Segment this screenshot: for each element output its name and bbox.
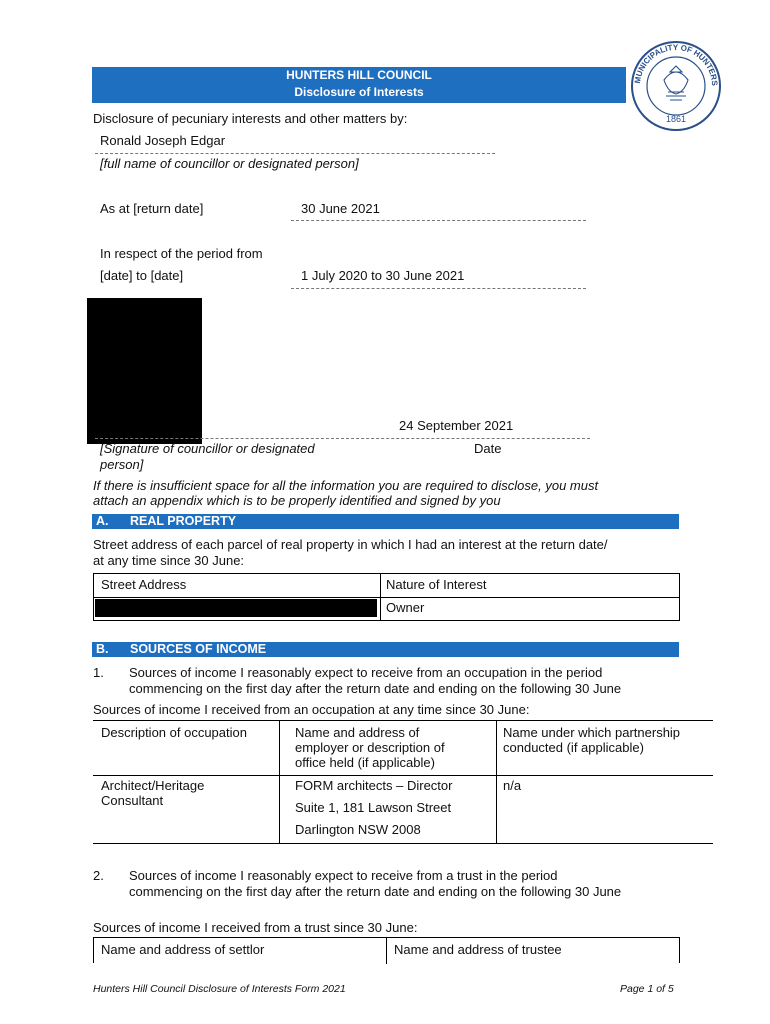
trust-intro: Sources of income I received from a trust since 30 June: (93, 920, 418, 935)
section-b-number: B. (96, 642, 109, 656)
section-a-desc-1: Street address of each parcel of real property in which I had an interest at the return date/ (93, 537, 608, 552)
occupation-value-1: Architect/Heritage (101, 778, 205, 793)
col-settlor: Name and address of settlor (101, 942, 265, 957)
person-name: Ronald Joseph Edgar (100, 133, 226, 148)
col-employer-2: employer or description of (295, 740, 445, 755)
form-title: Disclosure of Interests (294, 85, 424, 99)
section-b-title: SOURCES OF INCOME (130, 642, 267, 656)
signature-line (95, 438, 590, 439)
svg-text:MUNICIPALITY OF HUNTERS HILL (630, 40, 719, 87)
intro-text: Disclosure of pecuniary interests and other matters by: (93, 111, 408, 126)
employer-value-1: FORM architects – Director (295, 778, 453, 793)
col-description-of-occupation: Description of occupation (101, 725, 247, 740)
employer-value-2: Suite 1, 181 Lawson Street (295, 800, 452, 815)
signature-caption-1: [Signature of councillor or designated (100, 441, 315, 456)
signature-caption-2: person] (100, 457, 144, 472)
seal-ring-text: MUNICIPALITY OF HUNTERS (633, 42, 720, 87)
name-dotted-line (95, 153, 495, 154)
col-street-address: Street Address (101, 577, 187, 592)
col-employer-3: office held (if applicable) (295, 755, 435, 770)
redacted-signature (87, 298, 202, 444)
partnership-value: n/a (503, 778, 522, 793)
occupation-intro: Sources of income I received from an occupation at any time since 30 June: (93, 702, 530, 717)
col-partnership-1: Name under which partnership (503, 725, 681, 740)
council-name: HUNTERS HILL COUNCIL (286, 68, 432, 82)
employer-value-3: Darlington NSW 2008 (295, 822, 421, 837)
seal-year: 1861 (665, 114, 687, 124)
name-caption: [full name of councillor or designated person] (100, 156, 359, 171)
council-seal (630, 40, 722, 132)
period-value: 1 July 2020 to 30 June 2021 (301, 268, 465, 283)
trust-table (93, 937, 680, 963)
item-2-line-1: Sources of income I reasonably expect to receive from a trust in the period (129, 868, 558, 883)
occupation-value-2: Consultant (101, 793, 164, 808)
date-caption: Date (474, 441, 502, 456)
real-property-table (93, 573, 680, 621)
item-1-line-2: commencing on the first day after the return date and ending on the following 30 June (129, 681, 622, 696)
return-date-label: As at [return date] (100, 201, 204, 216)
item-1-line-1: Sources of income I reasonably expect to receive from an occupation in the period (129, 665, 603, 680)
period-label-1: In respect of the period from (100, 246, 263, 261)
return-date-value: 30 June 2021 (301, 201, 380, 216)
period-label-2: [date] to [date] (100, 268, 184, 283)
nature-value: Owner (386, 600, 425, 615)
occupation-table (93, 720, 713, 844)
section-a-desc-2: at any time since 30 June: (93, 553, 245, 568)
signature-date: 24 September 2021 (399, 418, 514, 433)
council-seal-graphic (630, 40, 722, 132)
occ-table-bottom (93, 843, 713, 844)
form-header (92, 67, 626, 103)
return-date-line (291, 220, 586, 221)
occ-col-divider-1 (279, 720, 280, 844)
item-2-number: 2. (93, 868, 104, 883)
col-trustee: Name and address of trustee (394, 942, 562, 957)
trust-table-divider (386, 938, 387, 964)
redacted-address (95, 599, 377, 617)
section-a-header (92, 514, 679, 529)
notice-line-2: attach an appendix which is to be properly identified and signed by you (93, 493, 501, 508)
col-partnership-2: conducted (if applicable) (503, 740, 644, 755)
occ-col-divider-2 (496, 720, 497, 844)
col-nature-of-interest: Nature of Interest (386, 577, 487, 592)
table-row-divider (94, 597, 679, 598)
period-line (291, 288, 586, 289)
notice-line-1: If there is insufficient space for all the information you are required to disclose, you must (93, 478, 599, 493)
section-a-number: A. (96, 514, 109, 528)
occ-table-top (93, 720, 713, 721)
col-employer-1: Name and address of (295, 725, 420, 740)
section-b-header (92, 642, 679, 657)
item-2-line-2: commencing on the first day after the return date and ending on the following 30 June (129, 884, 622, 899)
occ-table-mid (93, 775, 713, 776)
footer-form-name: Hunters Hill Council Disclosure of Interests Form 2021 (93, 983, 346, 995)
item-1-number: 1. (93, 665, 104, 680)
footer-page-number: Page 1 of 5 (620, 983, 674, 995)
section-a-title: REAL PROPERTY (130, 514, 237, 528)
